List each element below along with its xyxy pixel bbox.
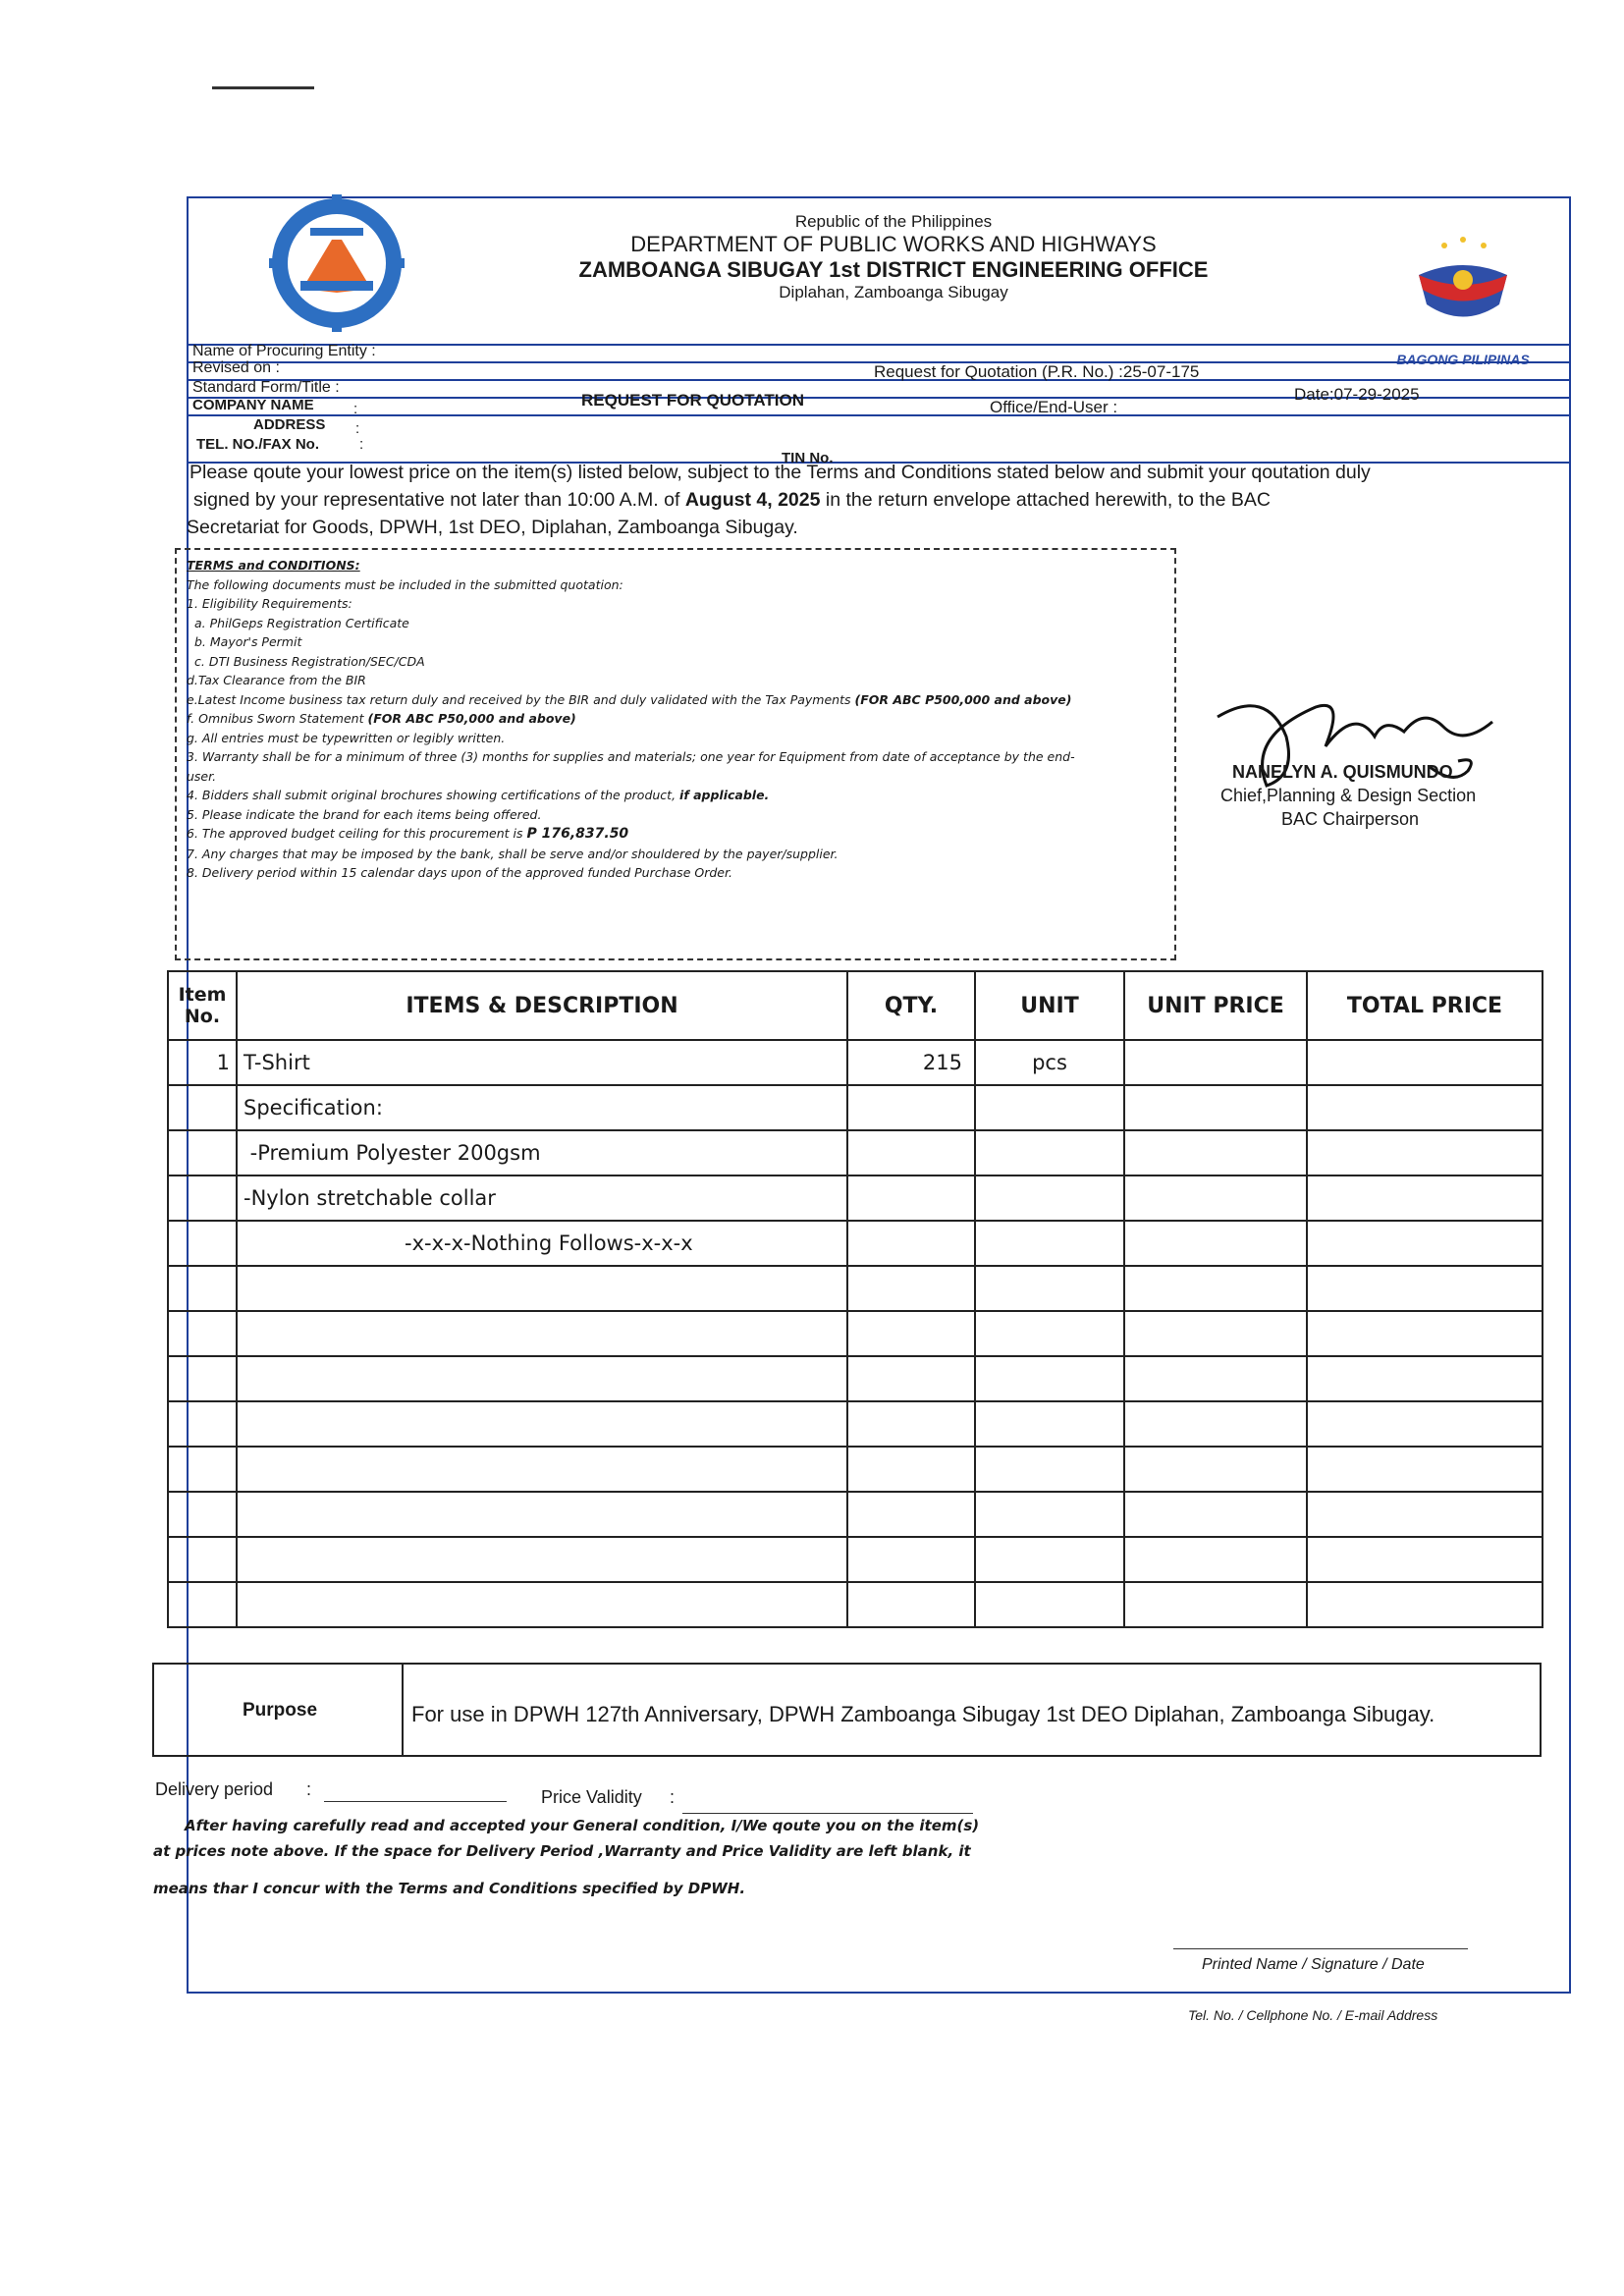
cell xyxy=(237,1311,847,1356)
terms-line xyxy=(187,709,1164,729)
address-label: ADDRESS xyxy=(253,416,326,433)
table-row xyxy=(168,1221,1543,1266)
acceptance-line-2: at prices note above. If the space for Delivery Period ,Warranty and Price Validity are left blank, it xyxy=(153,1842,971,1860)
item-no xyxy=(168,1221,237,1266)
signatory-role: BAC Chairperson xyxy=(1281,809,1420,829)
divider xyxy=(187,414,1571,416)
item-unit xyxy=(975,1130,1124,1175)
terms-line-text: 6. The approved budget ceiling for this procurement is xyxy=(187,826,523,841)
cell xyxy=(847,1266,975,1311)
cell[interactable] xyxy=(1124,1537,1307,1582)
cell xyxy=(975,1266,1124,1311)
delivery-period-field[interactable] xyxy=(324,1801,507,1802)
terms-line-text: e.Latest Income business tax return duly and received by the BIR and duly validated with the Tax Payments xyxy=(187,691,851,707)
cell[interactable] xyxy=(1307,1492,1543,1537)
item-unit xyxy=(975,1221,1124,1266)
date: Date:07-29-2025 xyxy=(1294,385,1420,404)
terms-line-emphasis: (FOR ABC P500,000 and above) xyxy=(854,691,1072,707)
signatory-name: NANELYN A. QUISMUNDO xyxy=(1232,762,1453,782)
cell xyxy=(847,1356,975,1401)
terms-line xyxy=(187,786,1164,805)
tel-fax-colon: : xyxy=(359,436,364,453)
cell[interactable] xyxy=(1307,1311,1543,1356)
cell xyxy=(168,1537,237,1582)
tin-label: TIN No. xyxy=(782,450,834,466)
cell xyxy=(975,1401,1124,1447)
col-qty: QTY. xyxy=(847,971,975,1040)
cell xyxy=(237,1447,847,1492)
col-total-price: TOTAL PRICE xyxy=(1307,971,1543,1040)
stray-mark xyxy=(212,86,314,89)
col-unit: UNIT xyxy=(975,971,1124,1040)
item-no xyxy=(168,1085,237,1130)
cell[interactable] xyxy=(1124,1356,1307,1401)
bagong-pilipinas-label: BAGONG PILIPINAS xyxy=(1396,352,1530,367)
printed-name-label: Printed Name / Signature / Date xyxy=(1202,1956,1425,1973)
cell[interactable] xyxy=(1124,1266,1307,1311)
header-office: ZAMBOANGA SIBUGAY 1st DISTRICT ENGINEERING OFFICE xyxy=(578,257,1209,282)
office-end-user-label: Office/End-User : xyxy=(990,398,1118,416)
terms-line-emphasis: (FOR ABC P50,000 and above) xyxy=(367,711,576,726)
item-no: 1 xyxy=(168,1040,237,1085)
cell xyxy=(237,1492,847,1537)
cell[interactable] xyxy=(1124,1311,1307,1356)
item-unit-price[interactable] xyxy=(1124,1085,1307,1130)
item-total-price[interactable] xyxy=(1307,1040,1543,1085)
terms-line-text: 4. Bidders shall submit original brochures showing certifications of the product, xyxy=(187,788,677,802)
standard-form-label: Standard Form/Title : xyxy=(192,379,340,396)
terms-line: d.Tax Clearance from the BIR xyxy=(187,673,366,687)
cell[interactable] xyxy=(1307,1582,1543,1627)
terms-line: 5. Please indicate the brand for each items being offered. xyxy=(187,806,542,822)
item-desc: Specification: xyxy=(237,1085,847,1130)
cell xyxy=(168,1311,237,1356)
item-total-price[interactable] xyxy=(1307,1130,1543,1175)
tel-fax-label: TEL. NO./FAX No. xyxy=(196,436,320,453)
deadline: August 4, 2025 xyxy=(684,489,821,511)
instructions-line-1: Please qoute your lowest price on the item(s) listed below, subject to the Terms and Conditions stated below and submit your qoutation duly xyxy=(189,462,1371,483)
dpwh-logo xyxy=(263,194,410,332)
table-row xyxy=(168,1085,1543,1130)
terms-and-conditions xyxy=(175,548,1176,960)
item-qty xyxy=(847,1221,975,1266)
col-item-no: Item No. xyxy=(168,971,237,1040)
empty-row xyxy=(168,1537,1543,1582)
procuring-entity-label: Name of Procuring Entity : xyxy=(192,343,376,359)
cell[interactable] xyxy=(1307,1447,1543,1492)
cell xyxy=(975,1582,1124,1627)
purpose-box xyxy=(152,1663,1542,1757)
rfq-number: Request for Quotation (P.R. No.) :25-07-175 xyxy=(874,362,1200,381)
cell[interactable] xyxy=(1124,1492,1307,1537)
item-qty xyxy=(847,1130,975,1175)
table-row xyxy=(168,1130,1543,1175)
terms-line: 8. Delivery period within 15 calendar days upon of the approved funded Purchase Order. xyxy=(187,865,732,880)
terms-line: 1. Eligibility Requirements: xyxy=(187,596,352,611)
acceptance-line-3: means thar I concur with the Terms and Conditions specified by DPWH. xyxy=(153,1880,746,1897)
empty-row xyxy=(168,1266,1543,1311)
empty-row xyxy=(168,1447,1543,1492)
item-unit: pcs xyxy=(975,1040,1124,1085)
item-unit xyxy=(975,1175,1124,1221)
header-republic: Republic of the Philippines xyxy=(794,212,993,231)
terms-line-emphasis: if applicable. xyxy=(679,788,770,802)
cell xyxy=(847,1401,975,1447)
cell[interactable] xyxy=(1124,1447,1307,1492)
terms-line-emphasis: P 176,837.50 xyxy=(526,826,629,842)
cell xyxy=(168,1582,237,1627)
cell xyxy=(975,1492,1124,1537)
purpose-label: Purpose xyxy=(243,1700,318,1721)
company-name-label: COMPANY NAME xyxy=(192,397,314,413)
item-qty: 215 xyxy=(847,1040,975,1085)
table-row xyxy=(168,1040,1543,1085)
terms-line: c. DTI Business Registration/SEC/CDA xyxy=(194,653,425,669)
cell xyxy=(975,1537,1124,1582)
terms-intro: The following documents must be included in the submitted quotation: xyxy=(187,576,623,592)
item-desc: -x-x-x-Nothing Follows-x-x-x xyxy=(237,1221,847,1266)
terms-line: 3. Warranty shall be for a minimum of three (3) months for supplies and materials; one year for Equipment from date of acceptance by the end- xyxy=(187,749,1075,764)
cell xyxy=(168,1401,237,1447)
cell[interactable] xyxy=(1307,1537,1543,1582)
price-validity-field[interactable] xyxy=(682,1813,973,1814)
terms-line: 7. Any charges that may be imposed by the bank, shall be serve and/or shouldered by the payer/supplier. xyxy=(187,846,839,861)
instructions-line-2b: in the return envelope attached herewith, to the BAC xyxy=(825,489,1271,511)
cell[interactable] xyxy=(1307,1356,1543,1401)
item-desc: T-Shirt xyxy=(237,1040,847,1085)
revised-on-label: Revised on : xyxy=(192,359,280,376)
cell xyxy=(237,1537,847,1582)
delivery-period-label: Delivery period xyxy=(155,1779,274,1799)
item-total-price[interactable] xyxy=(1307,1085,1543,1130)
instructions-line-3: Secretariat for Goods, DPWH, 1st DEO, Diplahan, Zamboanga Sibugay. xyxy=(187,517,798,538)
form-title: REQUEST FOR QUOTATION xyxy=(581,391,804,410)
address-colon: : xyxy=(355,420,360,437)
cell xyxy=(237,1582,847,1627)
item-no xyxy=(168,1175,237,1221)
cell xyxy=(168,1447,237,1492)
tel-label: Tel. No. / Cellphone No. / E-mail Address xyxy=(1188,2007,1438,2023)
item-unit-price[interactable] xyxy=(1124,1130,1307,1175)
cell xyxy=(847,1582,975,1627)
terms-line xyxy=(187,690,1164,710)
item-desc: -Premium Polyester 200gsm xyxy=(237,1130,847,1175)
cell[interactable] xyxy=(1124,1582,1307,1627)
terms-line: a. PhilGeps Registration Certificate xyxy=(194,615,409,630)
empty-row xyxy=(168,1492,1543,1537)
price-validity-label: Price Validity xyxy=(541,1787,642,1807)
cell xyxy=(237,1401,847,1447)
cell[interactable] xyxy=(1307,1266,1543,1311)
cell xyxy=(847,1537,975,1582)
terms-title: TERMS and CONDITIONS: xyxy=(187,558,360,573)
purpose-divider xyxy=(402,1665,404,1755)
item-qty xyxy=(847,1175,975,1221)
divider xyxy=(187,344,1571,346)
item-unit-price[interactable] xyxy=(1124,1040,1307,1085)
instructions-line-2 xyxy=(193,489,1271,512)
item-desc: -Nylon stretchable collar xyxy=(237,1175,847,1221)
item-qty xyxy=(847,1085,975,1130)
col-description: ITEMS & DESCRIPTION xyxy=(237,971,847,1040)
acceptance-line-1: After having carefully read and accepted your General condition, I/We qoute you on the item(s) xyxy=(185,1817,980,1834)
signatory-position: Chief,Planning & Design Section xyxy=(1220,786,1477,805)
terms-line: g. All entries must be typewritten or legibly written. xyxy=(187,730,506,745)
cell xyxy=(168,1356,237,1401)
cell[interactable] xyxy=(1307,1401,1543,1447)
item-unit-price[interactable] xyxy=(1124,1175,1307,1221)
cell xyxy=(168,1492,237,1537)
header-department: DEPARTMENT OF PUBLIC WORKS AND HIGHWAYS xyxy=(630,232,1157,256)
item-unit-price[interactable] xyxy=(1124,1221,1307,1266)
terms-line-text: f. Omnibus Sworn Statement xyxy=(187,711,364,726)
empty-row xyxy=(168,1311,1543,1356)
terms-line: user. xyxy=(187,768,217,784)
cell xyxy=(975,1356,1124,1401)
item-unit xyxy=(975,1085,1124,1130)
cell[interactable] xyxy=(1124,1401,1307,1447)
empty-row xyxy=(168,1582,1543,1627)
cell xyxy=(975,1447,1124,1492)
delivery-period-colon: : xyxy=(306,1779,312,1799)
cell xyxy=(168,1266,237,1311)
terms-line: b. Mayor's Permit xyxy=(194,634,302,649)
item-no xyxy=(168,1130,237,1175)
items-table xyxy=(167,970,1543,1628)
item-total-price[interactable] xyxy=(1307,1221,1543,1266)
empty-row xyxy=(168,1356,1543,1401)
cell xyxy=(847,1492,975,1537)
signature-line[interactable] xyxy=(1173,1948,1468,1949)
cell xyxy=(975,1311,1124,1356)
table-row xyxy=(168,1175,1543,1221)
cell xyxy=(847,1311,975,1356)
cell xyxy=(237,1356,847,1401)
item-total-price[interactable] xyxy=(1307,1175,1543,1221)
table-header-row xyxy=(168,971,1543,1040)
col-unit-price: UNIT PRICE xyxy=(1124,971,1307,1040)
cell xyxy=(237,1266,847,1311)
company-name-colon: : xyxy=(353,401,358,417)
instructions-line-2a: signed by your representative not later than 10:00 A.M. of xyxy=(193,489,680,511)
cell xyxy=(847,1447,975,1492)
empty-row xyxy=(168,1401,1543,1447)
purpose-text: For use in DPWH 127th Anniversary, DPWH Zamboanga Sibugay 1st DEO Diplahan, Zamboanga Sibugay. xyxy=(411,1702,1435,1726)
terms-line xyxy=(187,824,1164,845)
price-validity-colon: : xyxy=(670,1787,676,1807)
header-location: Diplahan, Zamboanga Sibugay xyxy=(779,283,1008,301)
